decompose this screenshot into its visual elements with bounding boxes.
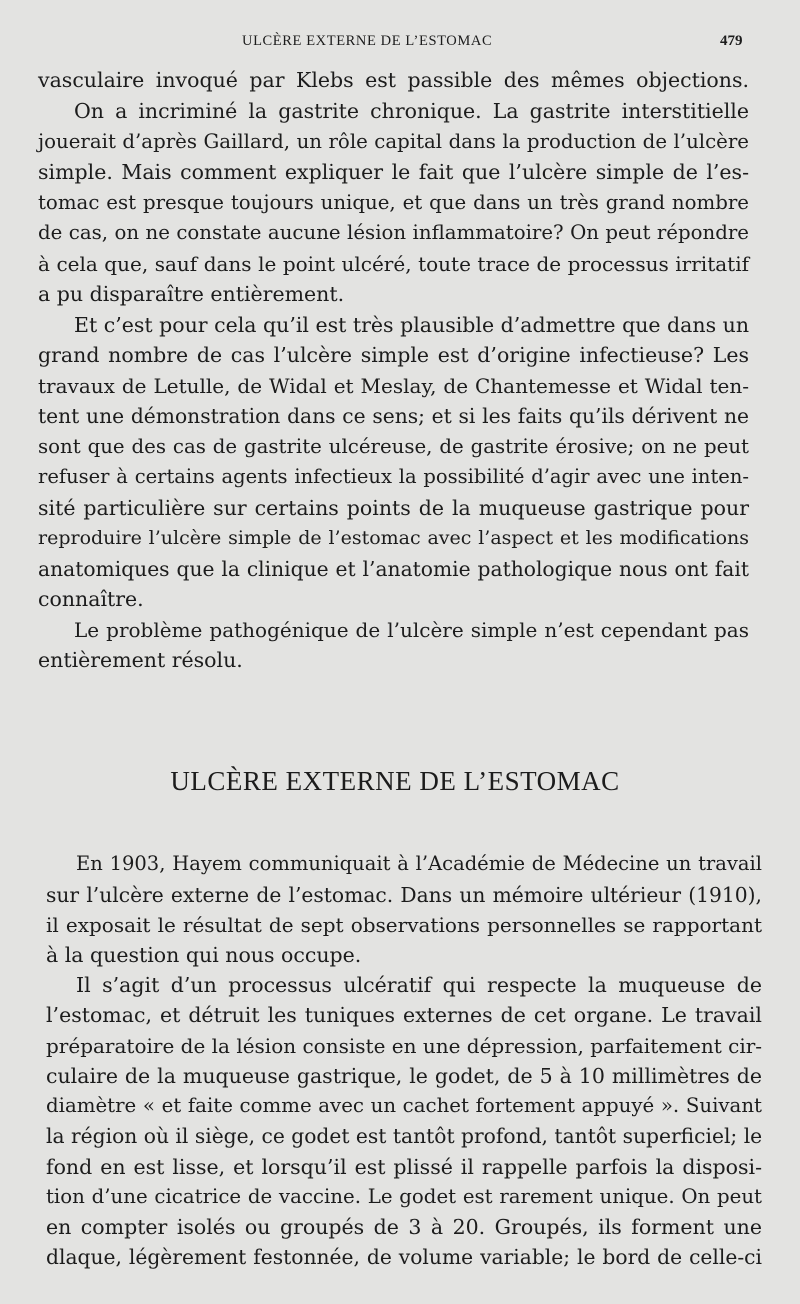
page-number: 479 [720, 33, 743, 49]
text-line: en compter isolés ou groupés de 3 à 20. Groupés, ils forment une [46, 1215, 762, 1239]
text-line: sont que des cas de gastrite ulcéreuse, de gastrite érosive; on ne peut [38, 435, 749, 458]
text-line: jouerait d’après Gaillard, un rôle capital dans la production de l’ulcère [38, 130, 749, 153]
running-head [0, 33, 800, 53]
section-heading [0, 766, 800, 797]
text-line: Le problème pathogénique de l’ulcère simple n’est cependant pas [74, 618, 749, 642]
text-line: dlaque, légèrement festonnée, de volume variable; le bord de celle-ci [46, 1245, 762, 1269]
text-line: a pu disparaître entièrement. [38, 282, 345, 306]
text-line: entièrement résolu. [38, 648, 243, 672]
text-line: reproduire l’ulcère simple de l’estomac avec l’aspect et les modifications [38, 527, 749, 549]
text-line: connaître. [38, 587, 144, 611]
text-line: On a incriminé la gastrite chronique. La gastrite interstitielle [74, 99, 749, 123]
text-line: Et c’est pour cela qu’il est très plausible d’admettre que dans un [74, 313, 750, 337]
text-line: anatomiques que la clinique et l’anatomie pathologique nous ont fait [38, 557, 749, 581]
text-line: à la question qui nous occupe. [46, 943, 362, 967]
section-heading-text: ULCÈRE EXTERNE DE L’ESTOMAC [170, 766, 620, 796]
text-line: culaire de la muqueuse gastrique, le godet, de 5 à 10 millimètres de [46, 1064, 762, 1088]
text-line: grand nombre de cas l’ulcère simple est d’origine infectieuse? Les [38, 343, 749, 367]
text-line: tion d’une cicatrice de vaccine. Le godet est rarement unique. On peut [46, 1185, 762, 1208]
text-line: En 1903, Hayem communiquait à l’Académie de Médecine un travail [76, 852, 762, 875]
text-line: diamètre « et faite comme avec un cachet fortement appuyé ». Suivant [46, 1094, 762, 1117]
text-line: l’estomac, et détruit les tuniques externes de cet organe. Le travail [46, 1003, 762, 1027]
text-line: vasculaire invoqué par Klebs est passible des mêmes objections. [38, 68, 749, 92]
text-line: de cas, on ne constate aucune lésion inflammatoire? On peut répondre [38, 221, 749, 244]
text-line: Il s’agit d’un processus ulcératif qui respecte la muqueuse de [76, 973, 762, 997]
text-line: tomac est presque toujours unique, et que dans un très grand nombre [38, 191, 749, 214]
text-line: simple. Mais comment expliquer le fait que l’ulcère simple de l’es- [38, 160, 749, 184]
text-line: travaux de Letulle, de Widal et Meslay, de Chantemesse et Widal ten- [38, 374, 749, 398]
text-line: il exposait le résultat de sept observations personnelles se rapportant [46, 913, 762, 937]
text-line: préparatoire de la lésion consiste en une dépression, parfaitement cir- [46, 1034, 763, 1058]
running-title: ULCÈRE EXTERNE DE L’ESTOMAC [242, 33, 493, 49]
text-line: la région où il siège, ce godet est tantôt profond, tantôt superficiel; le [46, 1124, 763, 1148]
text-line: refuser à certains agents infectieux la possibilité d’agir avec une inten- [38, 465, 749, 488]
text-line: sur l’ulcère externe de l’estomac. Dans un mémoire ultérieur (1910), [46, 883, 762, 907]
text-line: sité particulière sur certains points de la muqueuse gastrique pour [38, 496, 749, 520]
text-line: fond en est lisse, et lorsqu’il est plissé il rappelle parfois la disposi- [46, 1155, 762, 1179]
text-line: à cela que, sauf dans le point ulcéré, toute trace de processus irritatif [38, 252, 749, 276]
text-line: tent une démonstration dans ce sens; et si les faits qu’ils dérivent ne [38, 404, 749, 428]
